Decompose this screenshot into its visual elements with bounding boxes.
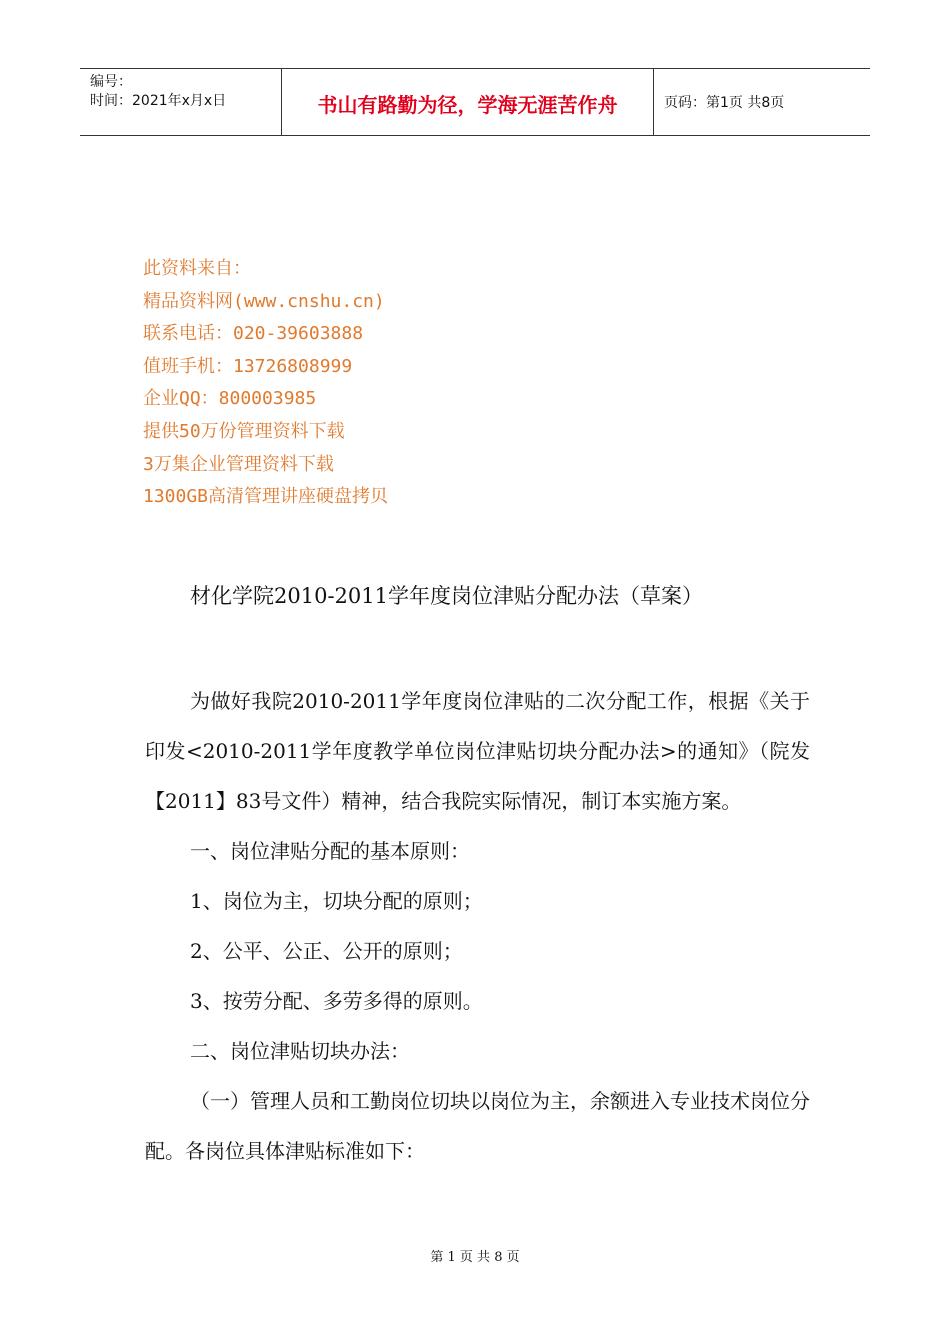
section-heading: 一、岗位津贴分配的基本原则：: [190, 839, 470, 863]
document-body: [145, 676, 810, 1176]
document-number-label: 编号：: [90, 74, 132, 90]
page-footer: 第 1 页 共 8 页: [430, 1250, 520, 1265]
source-info-line: 精品资料网(www.cnshu.cn): [143, 290, 385, 312]
source-info-line: 此资料来自：: [143, 258, 251, 279]
document-title: 材化学院2010-2011学年度岗位津贴分配办法（草案）: [190, 584, 703, 608]
document-date: 时间：2021年x月x日: [90, 93, 227, 109]
list-item: 3、按劳分配、多劳多得的原则。: [190, 989, 483, 1013]
source-info-line: 提供50万份管理资料下载: [143, 420, 345, 442]
list-item: 2、公平、公正、公开的原则；: [190, 939, 463, 963]
header-meta-cell: [80, 69, 282, 135]
source-info-line: 1300GB高清管理讲座硬盘拷贝: [143, 486, 389, 508]
source-info-line: 企业QQ：800003985: [143, 388, 317, 410]
body-paragraph: 为做好我院2010-2011学年度岗位津贴的二次分配工作，根据《关于印发<2010-2011学年度教学单位岗位津贴切块分配办法>的通知》（院发【2011】83号文件）精神，结合我院实际情况，制订本实施方案。: [145, 689, 810, 813]
body-paragraph: （一）管理人员和工勤岗位切块以岗位为主，余额进入专业技术岗位分配。各岗位具体津贴标准如下：: [145, 1089, 810, 1163]
header-table: [80, 68, 870, 136]
list-item: 1、岗位为主，切块分配的原则；: [190, 889, 483, 913]
header-motto: 书山有路勤为径，学海无涯苦作舟: [282, 69, 654, 135]
source-info-line: 值班手机：13726808999: [143, 355, 353, 377]
header-page-info: 页码：第1页 共8页: [664, 95, 785, 111]
source-info-block: [143, 253, 388, 514]
source-info-line: 联系电话：020-39603888: [143, 323, 364, 345]
source-info-line: 3万集企业管理资料下载: [143, 453, 334, 475]
section-heading: 二、岗位津贴切块办法：: [190, 1039, 410, 1063]
